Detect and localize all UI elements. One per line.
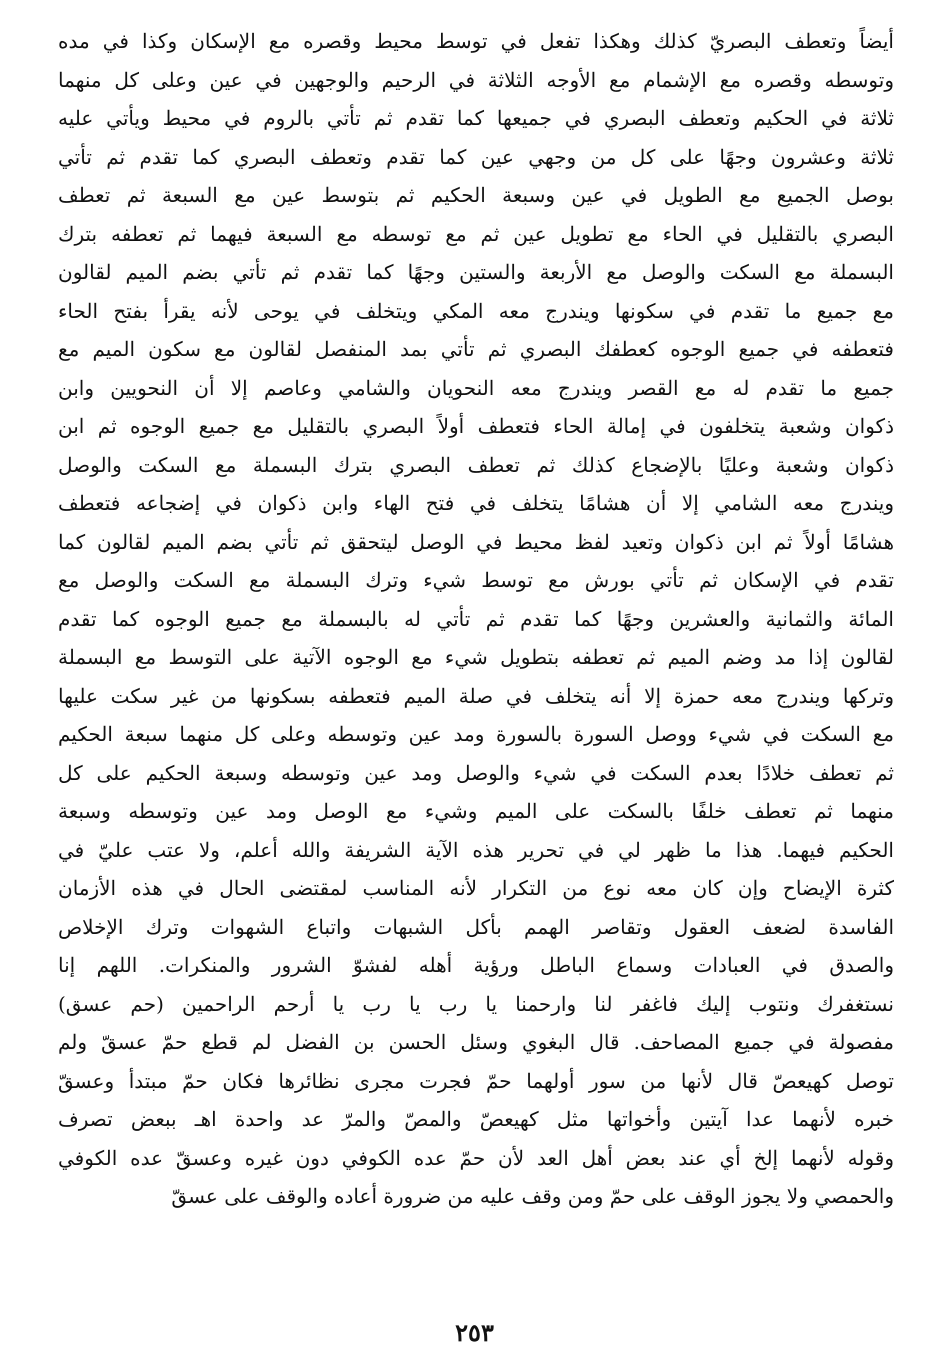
- text-line: تقدم في الإسكان ثم تأتي بورش مع توسط شيء وترك البسملة مع السكت والوصل مع: [58, 568, 894, 592]
- text-line: توصل كهيعصّ قال لأنها من سور أولهما حمّ فجرت مجرى نظائرها فكان حمّ مبتدأ وعسقّ: [58, 1068, 894, 1093]
- text-line: ذكوان وشعبة يتخلفون في إمالة الحاء فتعطف أولاً البصري بالتقليل مع جميع الوجوه ثم ابن: [58, 414, 894, 438]
- text-line: أيضاً وتعطف البصريّ كذلك وهكذا تفعل في توسط محيط وقصره مع الإسكان وكذا في مده: [58, 29, 894, 53]
- text-line: البصري بالتقليل في الحاء مع تطويل عين ثم مع توسطه مع السبعة فيهما ثم تعطفه بترك: [58, 221, 894, 246]
- text-line: كثرة الإيضاح وإن كان معه نوع من التكرار لأنه المناسب لمقتضى الحال في هذه الأزمان: [58, 876, 894, 900]
- text-line: نستغفرك ونتوب إليك فاغفر لنا وارحمنا يا رب يا رب يا أرحم الراحمين (حم عسق): [58, 991, 894, 1016]
- text-line: ثم تعطف خلادًا بعدم السكت في شيء والوصل ومد عين وتوسطه وسبعة الحكيم على كل: [58, 760, 894, 785]
- text-line: مع جميع ما تقدم في سكونها ويندرج معه المكي ويتخلف في يوحى لأنه يقرأ بفتح الحاء: [58, 298, 894, 323]
- text-line: ويندرج معه الشامي إلا أن هشامًا يتخلف في فتح الهاء وابن ذكوان في إضجاعه فتعطف: [58, 491, 894, 515]
- text-line: ذكوان وشعبة وعليًا بالإضجاع كذلك ثم تعطف البصري بترك البسملة مع السكت والوصل: [58, 452, 894, 477]
- text-line: ثلاثة في الحكيم وتعطف البصري في جميعها كما تقدم ثم تأتي بالروم في محيط ويأتي عليه: [58, 106, 894, 130]
- text-line: ثلاثة وعشرون وجهًا على كل من وجهي عين كما تقدم وتعطف البصري كما تقدم ثم تأتي: [58, 144, 894, 169]
- text-line: منهما ثم تعطف خلفًا بالسكت على الميم وشيء مع الوصل ومد عين وتوسطه وسبعة: [58, 799, 894, 823]
- text-line: البسملة مع السكت والوصل مع الأربعة والستين وجهًا كما تقدم ثم تأتي بضم الميم لقالون: [58, 260, 894, 284]
- text-line: وقوله لأنهما إلخ أي عند بعض أهل العد لأن حمّ عده الكوفي دون غيره وعسقّ عده الكوفي: [58, 1145, 894, 1170]
- body-text: [58, 22, 894, 1216]
- text-line: جميع ما تقدم له مع القصر ويندرج معه النحويان والشامي وعاصم إلا أن النحويين وابن: [58, 375, 894, 400]
- text-line: الفاسدة لضعف العقول وتقاصر الهمم بأكل الشبهات واتباع الشهوات وترك الإخلاص: [58, 914, 894, 939]
- text-line: خبره لأنهما عدا آيتين وأخواتها مثل كهيعصّ والمصّ والمرّ عد واحدة اهـ ببعض تصرف: [58, 1107, 894, 1131]
- text-line: مع السكت في شيء ووصل السورة بالسورة ومد عين وتوسطه وعلى كل منهما سبعة الحكيم: [58, 722, 894, 746]
- text-line: المائة والثمانية والعشرين وجهًا كما تقدم ثم تأتي له بالبسملة مع جميع الوجوه كما تقدم: [58, 606, 894, 631]
- text-line: مفصولة في جميع المصاحف. قال البغوي وسئل الحسن بن الفضل لم قطع حمّ عسقّ ولم: [58, 1030, 894, 1054]
- page-number: ٢٥٣: [455, 1318, 494, 1347]
- text-line: وتوسطه وقصره مع الإشمام مع الأوجه الثلاثة في الرحيم والوجهين في عين وعلى كل منهما: [58, 67, 894, 92]
- text-line: وتركها ويندرج معه حمزة إلا أنه يتخلف في صلة الميم فتعطفه بسكونها من غير سكت عليها: [58, 683, 894, 708]
- text-line: لقالون إذا مد وضم الميم ثم تعطفه بتطويل شيء مع الوجوه الآتية على التوسط مع البسملة: [58, 645, 894, 669]
- text-line: الحكيم فيهما. هذا ما ظهر لي في تحرير هذه الآية الشريفة والله أعلم، ولا عتب عليّ في: [58, 837, 894, 862]
- text-line: بوصل الجميع مع الطويل في عين وسبعة الحكيم ثم بتوسط عين مع السبعة ثم تعطف: [58, 183, 894, 207]
- text-line: فتعطفه في جميع الوجوه كعطفك البصري ثم تأتي بمد المنفصل لقالون مع سكون الميم مع: [58, 337, 894, 361]
- text-line: هشامًا أولاً ثم ابن ذكوان وتعيد لفظ محيط في الوصل ليتحقق ثم تأتي بضم الميم لقالون كما: [58, 529, 894, 554]
- text-line: والحمصي ولا يجوز الوقف على حمّ ومن وقف عليه من ضرورة أعاده والوقف على عسقّ: [171, 1184, 894, 1208]
- text-line: والصدق في العبادات وسماع الباطل ورؤية أهله لفشوّ الشرور والمنكرات. اللهم إنا: [58, 953, 894, 977]
